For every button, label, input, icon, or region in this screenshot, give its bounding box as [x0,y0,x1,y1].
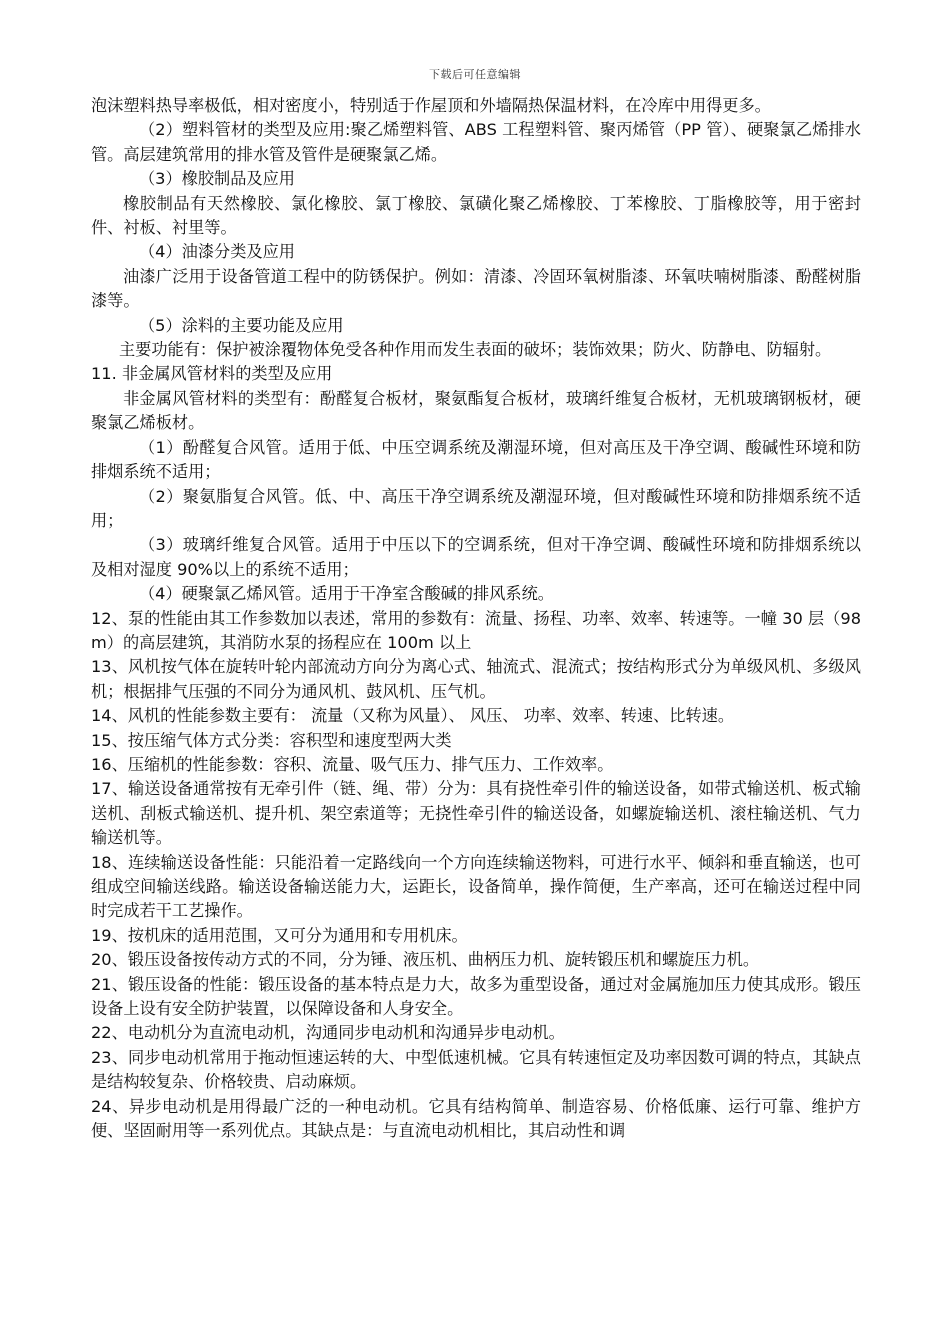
paragraph-asynchronous-motor: 24、异步电动机是用得最广泛的一种电动机。它具有结构简单、制造容易、价格低廉、运行可靠、维护方便、坚固耐用等一系列优点。其缺点是：与直流电动机相比，其启动性和调 [91,1096,861,1141]
paragraph-motor-types: 22、电动机分为直流电动机，沟通同步电动机和沟通异步电动机。 [91,1023,565,1043]
paragraph-plastic-pipes: （2）塑料管材的类型及应用:聚乙烯塑料管、ABS 工程塑料管、聚丙烯管（PP 管）、硬聚氯乙烯排水管。高层建筑常用的排水管及管件是硬聚氯乙烯。 [91,120,861,164]
paragraph-forging-performance: 21、锻压设备的性能：锻压设备的基本特点是力大，故多为重型设备，通过对金属施加压力使其成形。锻压设备上设有安全防护装置，以保障设备和人身安全。 [91,974,861,1019]
paragraph-fiberglass-duct: （3）玻璃纤维复合风管。适用于中压以下的空调系统，但对干净空调、酸碱性环境和防排烟系统以及相对湿度 90%以上的系统不适用； [91,535,861,579]
paragraph-fan-types: 13、风机按气体在旋转叶轮内部流动方向分为离心式、轴流式、混流式；按结构形式分为单级风机、多级风机；根据排气压强的不同分为通风机、鼓风机、压气机。 [91,657,861,701]
heading-paint: （4）油漆分类及应用 [139,242,295,262]
paragraph-forging-types: 20、锻压设备按传动方式的不同，分为锤、液压机、曲柄压力机、旋转锻压机和螺旋压力机。 [91,950,760,970]
paragraph-coating: 主要功能有：保护被涂覆物体免受各种作用而发生表面的破坏；装饰效果；防火、防静电、防辐射。 [119,340,832,360]
paragraph-pump: 12、泵的性能由其工作参数加以表述，常用的参数有：流量、扬程、功率、效率、转速等。一幢 30 层（98m）的高层建筑，其消防水泵的扬程应在 100m 以上 [91,608,861,652]
heading-rubber-products: （3）橡胶制品及应用 [139,169,295,189]
paragraph-fan-params: 14、风机的性能参数主要有： 流量（又称为风量）、 风压、 功率、效率、转速、比转速。 [91,706,735,726]
paragraph-compressor-types: 15、按压缩气体方式分类：容积型和速度型两大类 [91,730,452,750]
heading-nonmetal-duct: 11. 非金属风管材料的类型及应用 [91,364,333,384]
paragraph-phenolic-duct: （1）酚醛复合风管。适用于低、中压空调系统及潮湿环境，但对高压及干净空调、酸碱性环境和防排烟系统不适用； [91,437,861,482]
paragraph-conveyor-types: 17、输送设备通常按有无牵引件（链、绳、带）分为：具有挠性牵引件的输送设备，如带式输送机、板式输送机、刮板式输送机、提升机、架空索道等；无挠性牵引件的输送设备，如螺旋输送机、滚柱输送机、气力输送机等。 [91,779,861,848]
paragraph-synchronous-motor: 23、同步电动机常用于拖动恒速运转的大、中型低速机械。它具有转速恒定及功率因数可调的特点，其缺点是结构较复杂、价格较贵、启动麻烦。 [91,1047,861,1092]
paragraph-compressor-params: 16、压缩机的性能参数：容积、流量、吸气压力、排气压力、工作效率。 [91,754,614,774]
paragraph-conveyor-performance: 18、连续输送设备性能：只能沿着一定路线向一个方向连续输送物料，可进行水平、倾斜和垂直输送，也可组成空间输送线路。输送设备输送能力大，运距长，设备简单，操作简便，生产率高，还可在输送过程中同时完成若干工艺操作。 [91,852,861,921]
paragraph-foam-plastic: 泡沫塑料热导率极低，相对密度小，特别适于作屋顶和外墙隔热保温材料，在冷库中用得更多。 [91,96,771,115]
paragraph-paint: 油漆广泛用于设备管道工程中的防锈保护。例如：清漆、冷固环氧树脂漆、环氧呋喃树脂漆、酚醛树脂漆等。 [91,266,861,311]
paragraph-nonmetal-duct-types: 非金属风管材料的类型有：酚醛复合板材，聚氨酯复合板材，玻璃纤维复合板材，无机玻璃钢板材，硬聚氯乙烯板材。 [91,388,861,433]
paragraph-pvc-duct: （4）硬聚氯乙烯风管。适用于干净室含酸碱的排风系统。 [139,584,554,604]
page-header: 下载后可任意编辑 [429,68,521,81]
paragraph-machine-tools: 19、按机床的适用范围，又可分为通用和专用机床。 [91,925,468,945]
paragraph-polyurethane-duct: （2）聚氨脂复合风管。低、中、高压干净空调系统及潮湿环境，但对酸碱性环境和防排烟系统不适用； [91,486,861,530]
heading-coating: （5）涂料的主要功能及应用 [139,315,344,335]
paragraph-rubber-products: 橡胶制品有天然橡胶、氯化橡胶、氯丁橡胶、氯磺化聚乙烯橡胶、丁苯橡胶、丁脂橡胶等，用于密封件、衬板、衬里等。 [91,193,861,238]
document-body [91,94,861,1143]
